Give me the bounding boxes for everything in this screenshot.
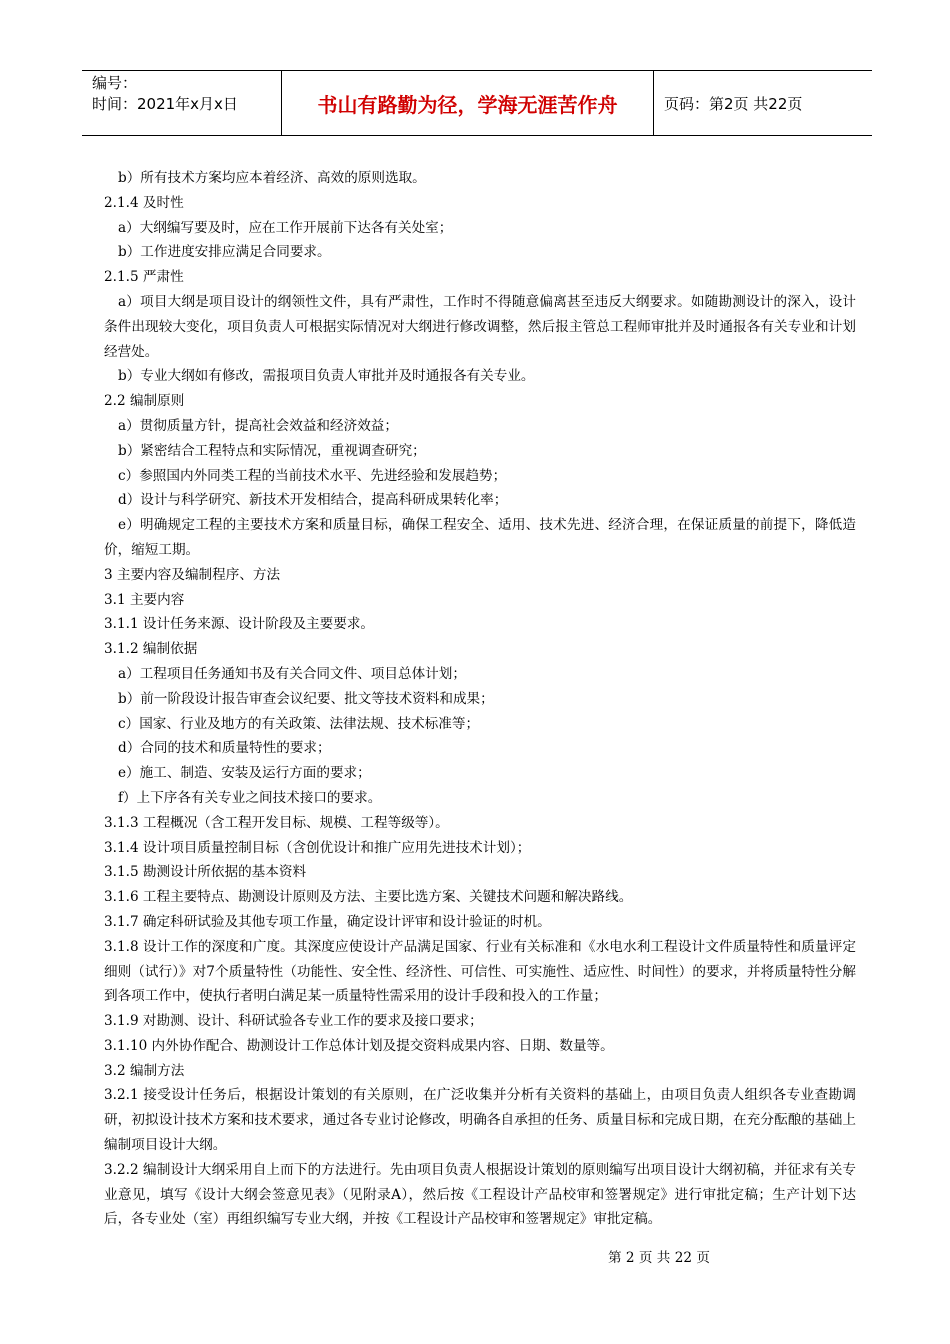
paragraph: a）项目大纲是项目设计的纲领性文件，具有严肃性，工作时不得随意偏离甚至违反大纲要求。如随勘测设计的深入，设计条件出现较大变化，项目负责人可根据实际情况对大纲进行修改调整，然后报主管总工程师审批并及时通报各有关专业和计划经营处。 xyxy=(104,293,856,360)
paragraph: 2.2 编制原则 xyxy=(104,393,185,410)
paragraph: 3.2 编制方法 xyxy=(104,1062,185,1079)
paragraph: e）明确规定工程的主要技术方案和质量目标，确保工程安全、适用、技术先进、经济合理，在保证质量的前提下，降低造价，缩短工期。 xyxy=(104,517,856,558)
paragraph: b）工作进度安排应满足合同要求。 xyxy=(118,244,331,261)
paragraph: d）设计与科学研究、新技术开发相结合，提高科研成果转化率； xyxy=(118,492,508,509)
paragraph: a）大纲编写要及时，应在工作开展前下达各有关处室； xyxy=(118,219,453,236)
paragraph: b）专业大纲如有修改，需报项目负责人审批并及时通报各有关专业。 xyxy=(118,368,535,385)
paragraph: 3.1.2 编制依据 xyxy=(104,641,198,658)
paragraph: c）参照国内外同类工程的当前技术水平、先进经验和发展趋势； xyxy=(118,467,507,484)
page-footer xyxy=(0,1246,950,1266)
paragraph: e）施工、制造、安装及运行方面的要求； xyxy=(118,765,371,782)
paragraph: b）前一阶段设计报告审查会议纪要、批文等技术资料和成果； xyxy=(118,690,494,707)
paragraph: 2.1.5 严肃性 xyxy=(104,269,184,286)
paragraph: 3.1 主要内容 xyxy=(104,591,185,608)
paragraph: 3.1.8 设计工作的深度和广度。其深度应使设计产品满足国家、行业有关标准和《水电水利工程设计文件质量特性和质量评定细则（试行）》对7个质量特性（功能性、安全性、经济性、可信性、可实施性、适应性、时间性）的要求，并将质量特性分解到各项工作中，使执行者明白满足某一质量特性需采用的设计手段和投入的工作量； xyxy=(104,938,856,1005)
paragraph: 3.2.2 编制设计大纲采用自上而下的方法进行。先由项目负责人根据设计策划的原则编写出项目设计大纲初稿，并征求有关专业意见，填写《设计大纲会签意见表》（见附录A），然后按《工程设计产品校审和签署规定》进行审批定稿；生产计划下达后，各专业处（室）再组织编写专业大纲，并按《工程设计产品校审和签署规定》审批定稿。 xyxy=(104,1161,856,1228)
document-number-label: 编号： xyxy=(92,74,138,92)
paragraph: 3.1.10 内外协作配合、勘测设计工作总体计划及提交资料成果内容、日期、数量等。 xyxy=(104,1037,614,1054)
paragraph: 3.2.1 接受设计任务后，根据设计策划的有关原则，在广泛收集并分析有关资料的基础上，由项目负责人组织各专业查勘调研，初拟设计技术方案和技术要求，通过各专业讨论修改，明确各自承担的任务、质量目标和完成日期，在充分酝酿的基础上编制项目设计大纲。 xyxy=(104,1087,856,1154)
document-body xyxy=(104,166,856,1232)
paragraph: 2.1.4 及时性 xyxy=(104,194,184,211)
paragraph: 3.1.9 对勘测、设计、科研试验各专业工作的要求及接口要求； xyxy=(104,1013,483,1030)
paragraph: f）上下序各有关专业之间技术接口的要求。 xyxy=(118,789,382,806)
paragraph: 3.1.6 工程主要特点、勘测设计原则及方法、主要比选方案、关键技术问题和解决路线。 xyxy=(104,889,633,906)
paragraph: 3.1.5 勘测设计所依据的基本资料 xyxy=(104,864,307,881)
page-header xyxy=(82,70,872,136)
document-time-label: 时间：2021年x月x日 xyxy=(92,95,238,113)
paragraph: 3.1.3 工程概况（含工程开发目标、规模、工程等级等）。 xyxy=(104,814,449,831)
paragraph: 3 主要内容及编制程序、方法 xyxy=(104,566,281,583)
paragraph: 3.1.1 设计任务来源、设计阶段及主要要求。 xyxy=(104,616,375,633)
header-meta xyxy=(82,71,282,135)
paragraph: c）国家、行业及地方的有关政策、法律法规、技术标准等； xyxy=(118,715,480,732)
paragraph: a）贯彻质量方针，提高社会效益和经济效益； xyxy=(118,417,398,434)
header-motto: 书山有路勤为径，学海无涯苦作舟 xyxy=(282,71,654,135)
paragraph: b）紧密结合工程特点和实际情况，重视调查研究； xyxy=(118,442,426,459)
paragraph: b）所有技术方案均应本着经济、高效的原则选取。 xyxy=(118,170,426,186)
footer-page-number: 第 2 页 共 22 页 xyxy=(608,1250,710,1266)
paragraph: 3.1.7 确定科研试验及其他专项工作量，确定设计评审和设计验证的时机。 xyxy=(104,913,551,930)
paragraph: d）合同的技术和质量特性的要求； xyxy=(118,740,331,757)
header-page-number: 页码：第2页 共22页 xyxy=(664,94,803,113)
paragraph: a）工程项目任务通知书及有关合同文件、项目总体计划； xyxy=(118,665,466,682)
paragraph: 3.1.4 设计项目质量控制目标（含创优设计和推广应用先进技术计划）； xyxy=(104,839,531,856)
